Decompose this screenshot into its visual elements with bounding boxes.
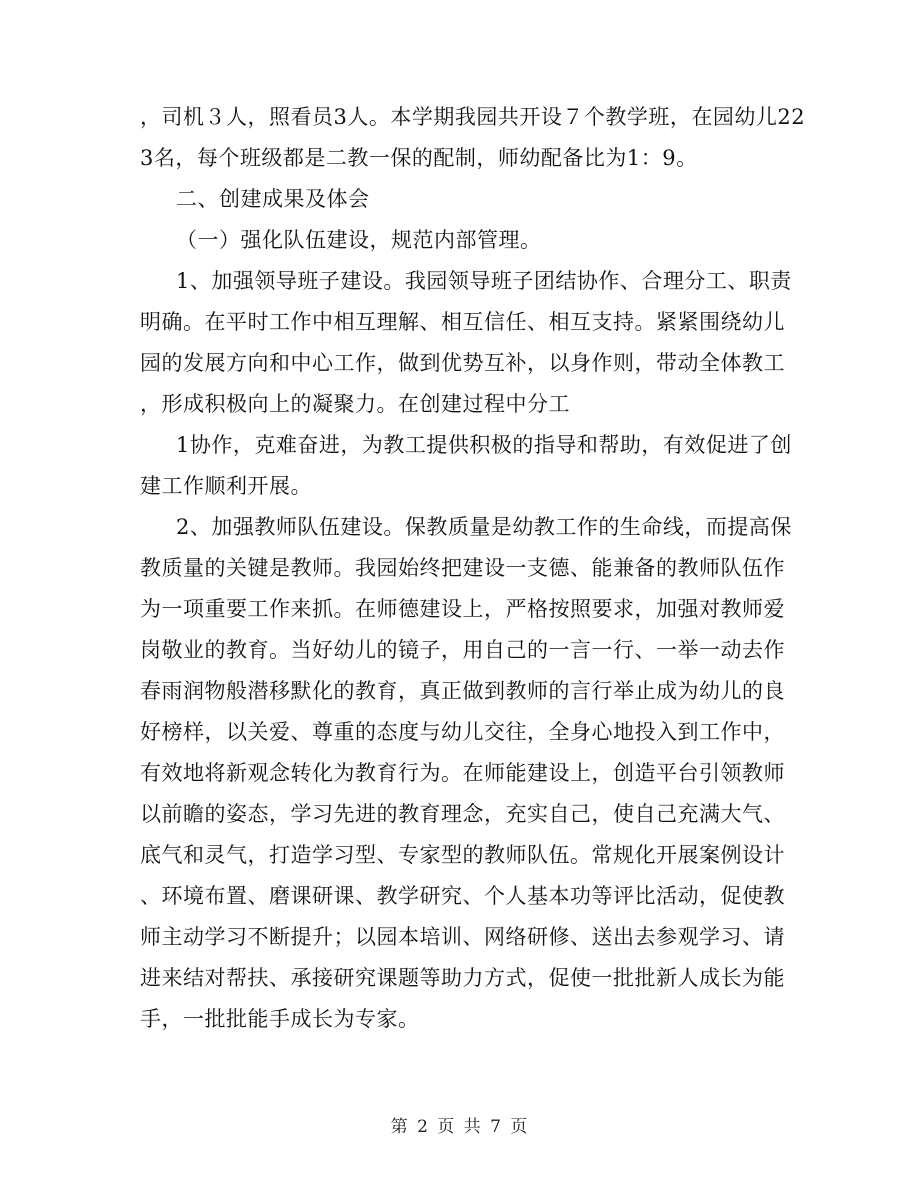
section-heading: 二、创建成果及体会 <box>176 187 370 211</box>
text-line: ，形成积极向上的凝聚力。在创建过程中分工 <box>140 392 570 416</box>
text-line: 进来结对帮扶、承接研究课题等助力方式，促使一批批新人成长为能 <box>140 966 785 990</box>
text-line: 3名，每个班级都是二教一保的配制，师幼配备比为1：9。 <box>140 146 698 170</box>
text-line: 教质量的关键是教师。我园始终把建设一支德、能兼备的教师队伍作 <box>140 556 785 580</box>
text-line: 春雨润物般潜移默化的教育，真正做到教师的言行举止成为幼儿的良 <box>140 679 785 703</box>
document-body <box>140 97 806 1040</box>
text-line: 岗敬业的教育。当好幼儿的镜子，用自己的一言一行、一举一动去作 <box>140 638 785 662</box>
text-line: 师主动学习不断提升；以园本培训、网络研修、送出去参观学习、请 <box>140 925 785 949</box>
text-line: 底气和灵气，打造学习型、专家型的教师队伍。常规化开展案例设计 <box>140 843 785 867</box>
text-line: 手，一批批能手成长为专家。 <box>140 1007 420 1031</box>
subsection-heading: （一）强化队伍建设，规范内部管理。 <box>176 228 542 252</box>
text-line: ，司机３人，照看员3人。本学期我园共开设７个教学班，在园幼儿22 <box>140 105 806 129</box>
text-line: 以前瞻的姿态，学习先进的教育理念，充实自己，使自己充满大气、 <box>140 802 785 826</box>
text-line: 好榜样，以关爱、尊重的态度与幼儿交往，全身心地投入到工作中， <box>140 720 785 744</box>
text-line: 明确。在平时工作中相互理解、相互信任、相互支持。紧紧围绕幼儿 <box>140 310 785 334</box>
text-line: 1协作，克难奋进，为教工提供积极的指导和帮助，有效促进了创 <box>176 433 792 457</box>
text-line: 1、加强领导班子建设。我园领导班子团结协作、合理分工、职责 <box>176 269 792 293</box>
text-line: 园的发展方向和中心工作，做到优势互补，以身作则，带动全体教工 <box>140 351 785 375</box>
text-line: 有效地将新观念转化为教育行为。在师能建设上，创造平台引领教师 <box>140 761 785 785</box>
text-line: 、环境布置、磨课研课、教学研究、个人基本功等评比活动，促使教 <box>140 884 785 908</box>
text-line: 建工作顺利开展。 <box>140 474 312 498</box>
text-line: 2、加强教师队伍建设。保教质量是幼教工作的生命线，而提高保 <box>176 515 792 539</box>
text-line: 为一项重要工作来抓。在师德建设上，严格按照要求，加强对教师爱 <box>140 597 785 621</box>
page-number-footer: 第 2 页 共 7 页 <box>390 1117 530 1137</box>
